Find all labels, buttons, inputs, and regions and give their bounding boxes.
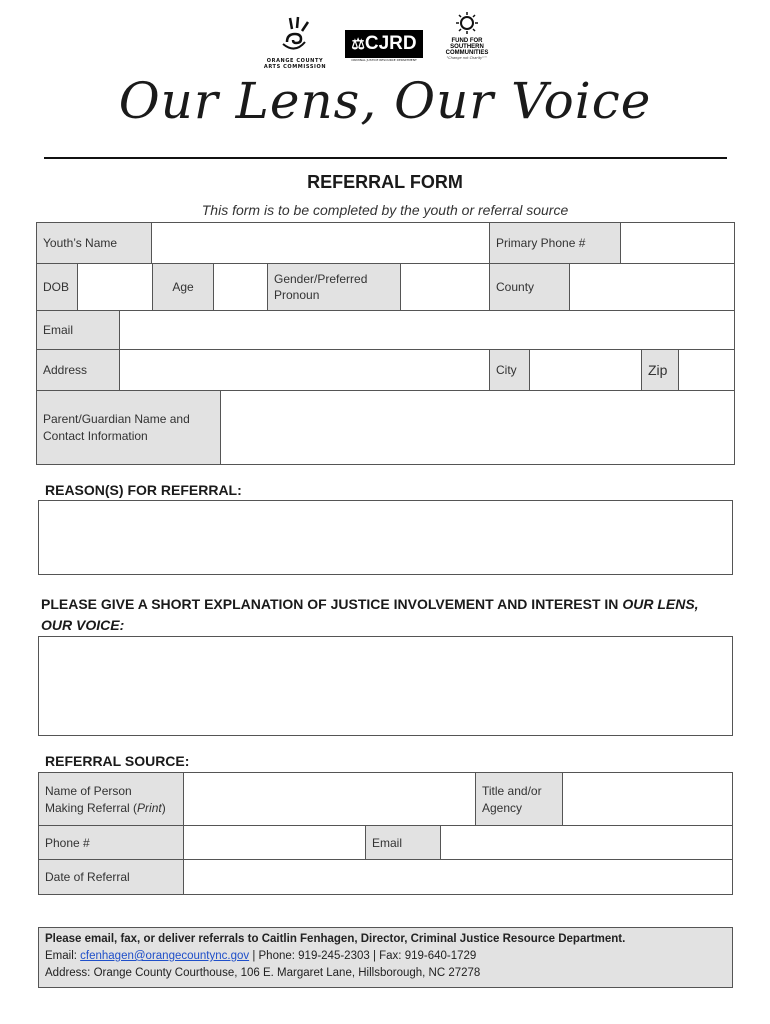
program-title: Our Lens, Our Voice — [118, 72, 652, 130]
referrer-phone-label: Phone # — [38, 825, 184, 860]
referrer-phone-field[interactable] — [183, 825, 366, 860]
gender-label-line1: Gender/Preferred — [274, 272, 368, 286]
referrer-name-suffix: ) — [161, 800, 166, 815]
referrer-name-field[interactable] — [183, 772, 476, 826]
explanation-italic-1: OUR LENS, — [622, 596, 699, 612]
reasons-textarea[interactable] — [38, 500, 733, 575]
gender-pronoun-label — [267, 263, 401, 311]
referrer-name-label — [38, 772, 184, 826]
footer-email-label: Email: — [45, 950, 81, 962]
guardian-label-line1: Parent/Guardian Name and — [43, 412, 190, 426]
title-agency-field[interactable] — [562, 772, 733, 826]
referrer-email-label: Email — [365, 825, 441, 860]
county-field[interactable] — [569, 263, 735, 311]
footer-email-link[interactable]: cfenhagen@orangecountync.gov — [80, 950, 250, 962]
ocac-line2: ARTS COMMISSION — [263, 64, 327, 70]
email-label: Email — [36, 310, 120, 350]
zip-label: Zip — [641, 349, 679, 391]
dob-field[interactable] — [77, 263, 153, 311]
footer-instructions — [45, 931, 726, 948]
cjrd-logo — [340, 30, 428, 62]
footer-contact — [45, 948, 726, 965]
referrer-name-print: Print — [137, 800, 162, 815]
guardian-field[interactable] — [220, 390, 735, 465]
cjrd-subtitle: CRIMINAL JUSTICE RESOURCE DEPARTMENT — [351, 58, 417, 62]
orange-county-arts-commission-logo — [255, 14, 335, 70]
form-title: REFERRAL FORM — [307, 172, 463, 192]
scales-icon: ⚖ — [351, 36, 365, 53]
title-agency-line2: Agency — [482, 800, 523, 815]
primary-phone-field[interactable] — [620, 222, 735, 264]
referral-source-heading: REFERRAL SOURCE: — [45, 753, 190, 769]
explanation-textarea[interactable] — [38, 636, 733, 736]
ffsc-line1: FUND FOR — [451, 38, 483, 44]
dob-label: DOB — [36, 263, 78, 311]
title-agency-line1: Title and/or — [482, 783, 542, 798]
footer-line1: Please email, fax, or deliver referrals to Caitlin Fenhagen, Director, Criminal Justice Resource Department. — [45, 933, 626, 945]
explanation-italic-2: OUR VOICE: — [41, 617, 125, 633]
city-field[interactable] — [529, 349, 642, 391]
primary-phone-label: Primary Phone # — [489, 222, 621, 264]
address-label: Address — [36, 349, 120, 391]
footer-phone-fax: | Phone: 919-245-2303 | Fax: 919-640-1729 — [249, 950, 477, 962]
guardian-label — [36, 390, 221, 465]
ocac-line1: ORANGE COUNTY — [266, 58, 324, 64]
age-field[interactable] — [213, 263, 268, 311]
referrer-name-line1: Name of Person — [45, 783, 132, 798]
referrer-email-field[interactable] — [440, 825, 733, 860]
title-divider — [44, 157, 727, 159]
referrer-name-line2 — [45, 801, 166, 815]
youth-name-label: Youth’s Name — [36, 222, 152, 264]
city-label: City — [489, 349, 530, 391]
email-field[interactable] — [119, 310, 735, 350]
title-agency-label — [475, 772, 563, 826]
gender-pronoun-field[interactable] — [400, 263, 490, 311]
explanation-heading — [41, 594, 741, 636]
reasons-heading: REASON(S) FOR REFERRAL: — [45, 482, 242, 498]
referral-date-label: Date of Referral — [38, 859, 184, 895]
sunburst-icon — [455, 12, 479, 34]
ffsc-line3: COMMUNITIES — [445, 50, 489, 56]
fund-for-southern-communities-logo — [436, 12, 498, 60]
county-label: County — [489, 263, 570, 311]
zip-field[interactable] — [678, 349, 735, 391]
youth-name-field[interactable] — [151, 222, 490, 264]
cjrd-badge — [345, 30, 422, 58]
footer-address: Address: Orange County Courthouse, 106 E. Margaret Lane, Hillsborough, NC 27278 — [45, 967, 481, 979]
age-label: Age — [152, 263, 214, 311]
referral-date-field[interactable] — [183, 859, 733, 895]
cjrd-text: CJRD — [364, 33, 417, 54]
form-subtitle: This form is to be completed by the youth or referral source — [201, 202, 569, 218]
guardian-label-line2: Contact Information — [43, 429, 148, 443]
explanation-prefix: PLEASE GIVE A SHORT EXPLANATION OF JUSTICE INVOLVEMENT AND INTEREST IN — [41, 596, 623, 612]
referrer-name-prefix: Making Referral ( — [45, 800, 138, 815]
gender-label-line2: Pronoun — [274, 288, 320, 302]
ffsc-line2: SOUTHERN — [450, 44, 484, 50]
address-field[interactable] — [119, 349, 490, 391]
contact-footer — [38, 927, 733, 988]
ffsc-tagline: "Change not Charity"™ — [446, 56, 488, 60]
sun-swirl-icon — [275, 14, 315, 54]
